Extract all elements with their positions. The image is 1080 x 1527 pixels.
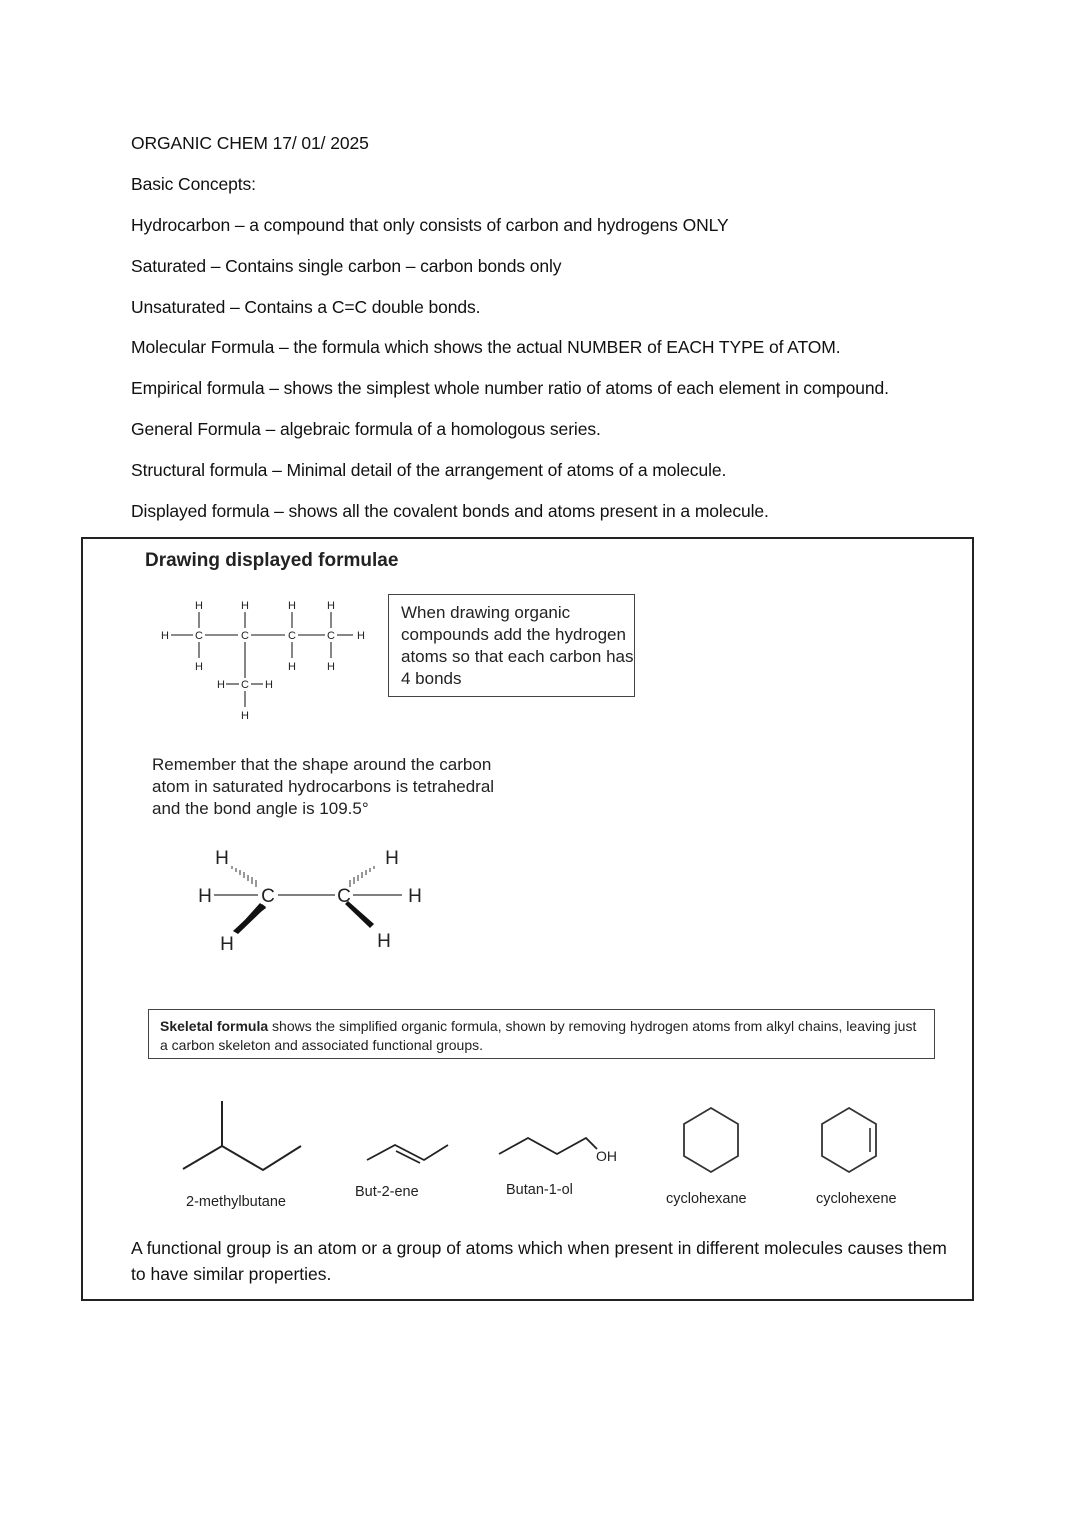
- definition-unsaturated: Unsaturated – Contains a C=C double bonds.: [131, 297, 481, 317]
- definition-structural-formula: Structural formula – Minimal detail of the arrangement of atoms of a molecule.: [131, 460, 727, 480]
- skeletal-cyclohexane: [681, 1106, 741, 1174]
- section-subtitle: Basic Concepts:: [131, 174, 256, 194]
- svg-text:H: H: [161, 630, 169, 642]
- svg-text:H: H: [220, 934, 234, 955]
- definition-saturated: Saturated – Contains single carbon – carbon bonds only: [131, 256, 562, 276]
- svg-text:H: H: [408, 886, 422, 907]
- svg-text:H: H: [265, 679, 273, 691]
- skeletal-cyclohexene: [819, 1106, 879, 1174]
- svg-text:H: H: [217, 679, 225, 691]
- svg-text:H: H: [288, 661, 296, 673]
- svg-text:H: H: [288, 600, 296, 612]
- definition-displayed-formula: Displayed formula – shows all the covalent bonds and atoms present in a molecule.: [131, 501, 769, 521]
- skeletal-2-methylbutane: [180, 1098, 305, 1173]
- svg-text:H: H: [377, 931, 391, 952]
- svg-text:H: H: [385, 848, 399, 869]
- svg-text:H: H: [357, 630, 365, 642]
- svg-text:C: C: [327, 630, 335, 642]
- functional-group-definition: A functional group is an atom or a group of atoms which when present in different molecules causes them to have similar properties.: [131, 1238, 947, 1284]
- svg-text:H: H: [241, 600, 249, 612]
- svg-text:H: H: [215, 848, 229, 869]
- svg-text:H: H: [198, 886, 212, 907]
- svg-text:H: H: [241, 710, 249, 722]
- skeletal-term: Skeletal formula: [160, 1018, 269, 1034]
- tetrahedral-note: Remember that the shape around the carbon atom in saturated hydrocarbons is tetrahedral and the bond angle is 109.5°: [152, 755, 495, 818]
- svg-text:C: C: [261, 886, 275, 907]
- hint-box: When drawing organic compounds add the hydrogen atoms so that each carbon has 4 bonds: [388, 594, 635, 697]
- atom-c: C: [195, 630, 203, 642]
- page-title: ORGANIC CHEM 17/ 01/ 2025: [131, 133, 369, 153]
- svg-text:H: H: [327, 600, 335, 612]
- definition-empirical-formula: Empirical formula – shows the simplest whole number ratio of atoms of each element in compound.: [131, 378, 889, 398]
- skeletal-butan-1-ol: [497, 1133, 627, 1168]
- atom-h: H: [195, 600, 203, 612]
- ethane-3d-diagram: [190, 840, 440, 960]
- label-2-methylbutane: 2-methylbutane: [186, 1194, 286, 1210]
- svg-text:C: C: [337, 886, 351, 907]
- displayed-formula-diagram: [155, 595, 375, 725]
- definition-hydrocarbon: Hydrocarbon – a compound that only consists of carbon and hydrogens ONLY: [131, 215, 729, 235]
- skeletal-formula-box: [148, 1009, 935, 1059]
- svg-text:C: C: [241, 630, 249, 642]
- skeletal-definition: shows the simplified organic formula, shown by removing hydrogen atoms from alkyl chains, leaving just a carbon skeleton and associated functional groups.: [160, 1018, 917, 1053]
- label-cyclohexene: cyclohexene: [816, 1191, 897, 1207]
- svg-text:H: H: [195, 661, 203, 673]
- definition-general-formula: General Formula – algebraic formula of a homologous series.: [131, 419, 601, 439]
- svg-text:H: H: [327, 661, 335, 673]
- skeletal-but-2-ene: [365, 1138, 450, 1163]
- svg-text:C: C: [241, 679, 249, 691]
- hydroxyl-group: OH: [596, 1148, 617, 1164]
- label-but-2-ene: But-2-ene: [355, 1184, 419, 1200]
- definition-molecular-formula: Molecular Formula – the formula which shows the actual NUMBER of EACH TYPE of ATOM.: [131, 337, 841, 357]
- label-cyclohexane: cyclohexane: [666, 1191, 747, 1207]
- label-butan-1-ol: Butan-1-ol: [506, 1182, 573, 1198]
- figure-heading: Drawing displayed formulae: [145, 550, 399, 571]
- svg-text:C: C: [288, 630, 296, 642]
